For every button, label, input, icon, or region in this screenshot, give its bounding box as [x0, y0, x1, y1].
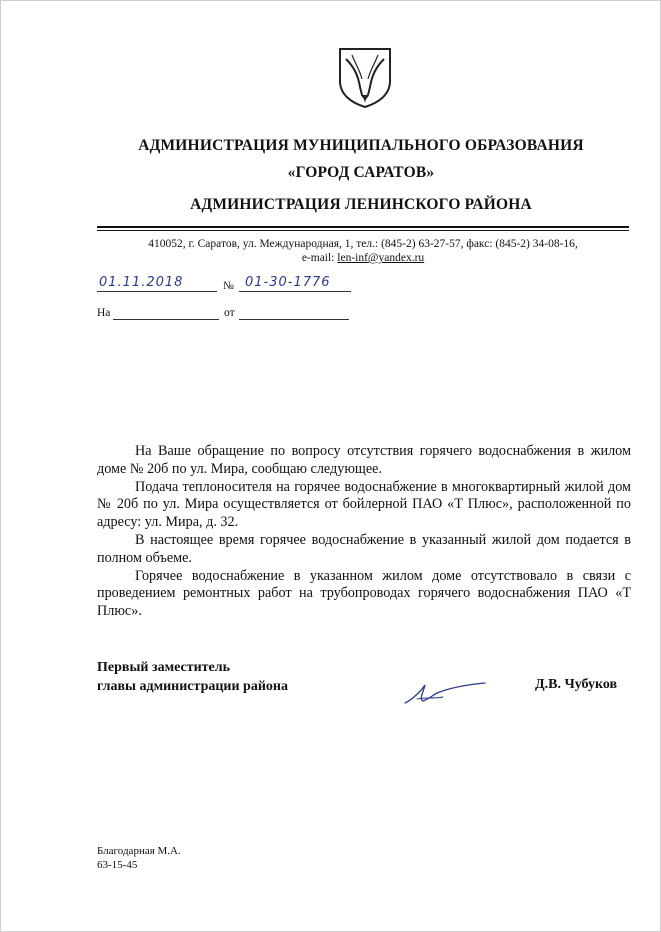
- header-divider-thick: [97, 226, 629, 228]
- header-divider-thin: [97, 230, 629, 231]
- na-underline: [113, 319, 219, 320]
- executor-phone: 63-15-45: [97, 859, 138, 871]
- body-paragraph-1: На Ваше обращение по вопросу отсутствия горячего водоснабжения в жилом доме № 20б по ул. Мира, сообщаю следующее.: [97, 443, 631, 477]
- ot-label: от: [224, 307, 235, 319]
- signer-name: Д.В. Чубуков: [535, 677, 618, 692]
- date-underline: [97, 291, 217, 292]
- na-label: На: [97, 307, 111, 319]
- handwritten-signature: [403, 677, 487, 707]
- body-paragraph-2: Подача теплоносителя на горячее водоснабжение в многоквартирный жилой дом № 20б по ул. Мира осуществляется от бойлерной ПАО «Т Плюс», расположенной по адресу: ул. Мира, д. 32.: [97, 478, 631, 531]
- registration-date: 01.11.2018: [99, 275, 184, 290]
- signer-title-line-2: главы администрации района: [97, 679, 288, 694]
- email-link[interactable]: len-inf@yandex.ru: [337, 252, 425, 264]
- org-title-line-3: АДМИНИСТРАЦИЯ ЛЕНИНСКОГО РАЙОНА: [190, 196, 532, 213]
- org-title-line-2: «ГОРОД САРАТОВ»: [287, 164, 435, 181]
- ot-underline: [239, 319, 349, 320]
- address-line: 410052, г. Саратов, ул. Международная, 1, тел.: (845-2) 63-27-57, факс: (845-2) 34-08-16,: [148, 238, 578, 250]
- executor-name: Благодарная М.А.: [97, 845, 181, 857]
- number-sign: №: [223, 280, 234, 292]
- email-label: e-mail:: [301, 252, 338, 264]
- body-paragraph-3: В настоящее время горячее водоснабжение в указанный жилой дом подается в полном объеме.: [97, 531, 631, 566]
- saratov-coat-of-arms-icon: [336, 45, 394, 109]
- executor-block: [97, 844, 181, 872]
- number-underline: [239, 291, 351, 292]
- letter-body: [97, 443, 631, 621]
- email-line: [97, 252, 629, 264]
- registration-number: 01-30-1776: [245, 275, 331, 290]
- signer-title: [97, 658, 288, 696]
- org-title-line-1: АДМИНИСТРАЦИЯ МУНИЦИПАЛЬНОГО ОБРАЗОВАНИЯ: [138, 137, 584, 154]
- signer-title-line-1: Первый заместитель: [97, 660, 230, 675]
- body-paragraph-4: Горячее водоснабжение в указанном жилом доме отсутствовало в связи с проведением ремонтных работ на трубопроводах горячего водоснабжения ПАО «Т Плюс».: [97, 567, 631, 620]
